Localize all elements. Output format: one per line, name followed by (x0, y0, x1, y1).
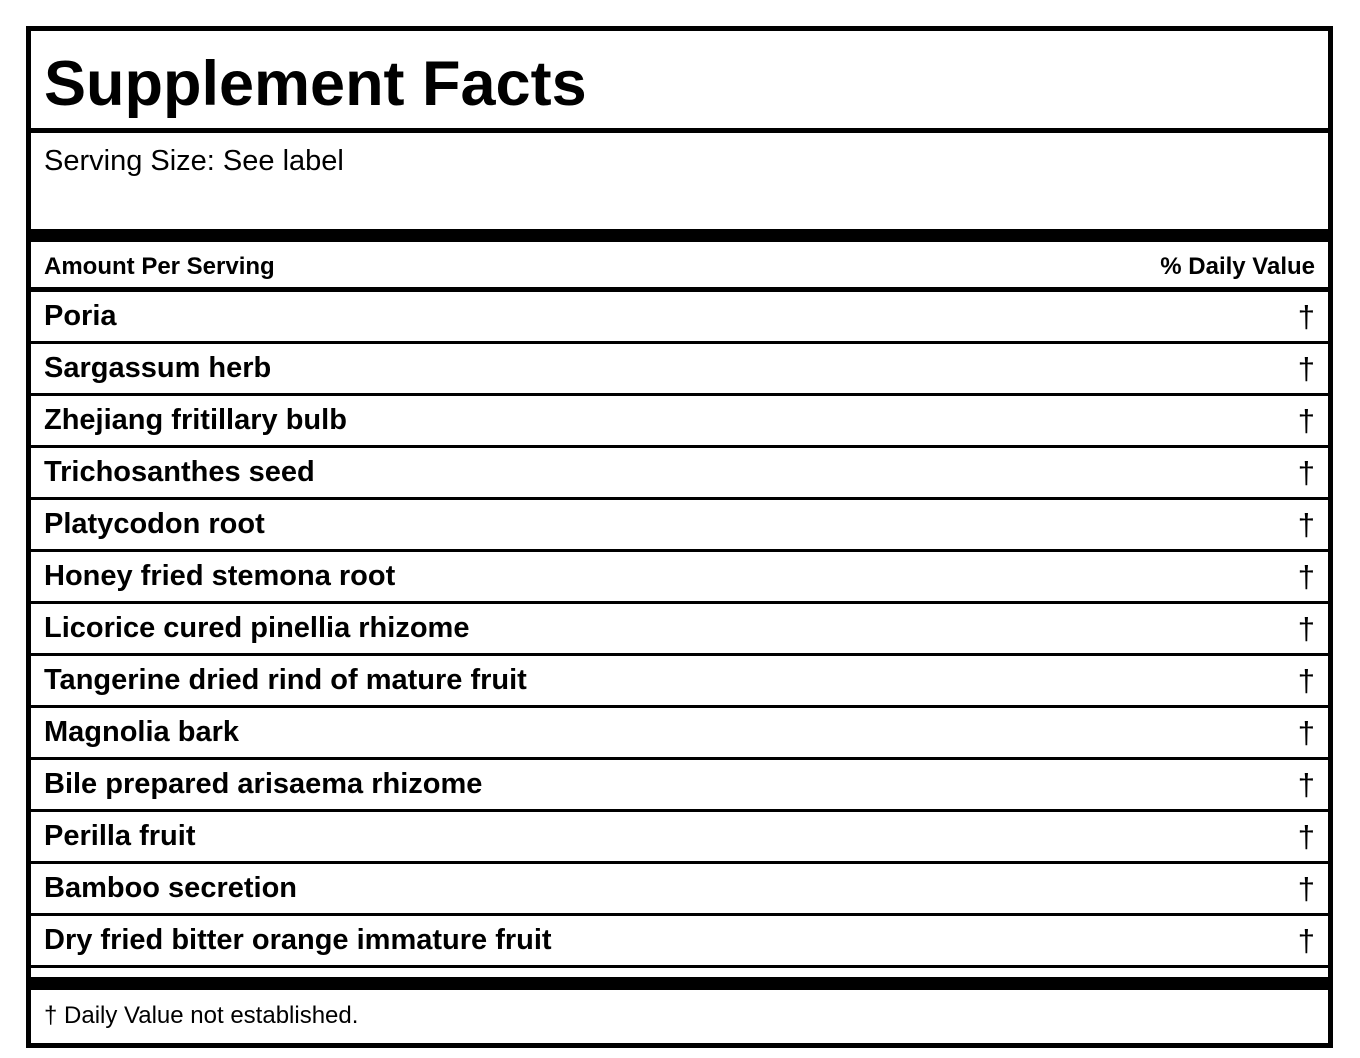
ingredient-list (31, 292, 1328, 968)
ingredient-name: Platycodon root (44, 508, 265, 540)
title-divider (31, 128, 1328, 133)
ingredient-row (31, 604, 1328, 656)
ingredient-row (31, 760, 1328, 812)
ingredient-daily-value: † (1297, 559, 1315, 594)
amount-per-serving-header: Amount Per Serving (44, 253, 275, 280)
thick-divider-top (31, 229, 1328, 242)
ingredient-name: Trichosanthes seed (44, 456, 315, 488)
ingredient-name: Sargassum herb (44, 352, 272, 384)
ingredient-row (31, 292, 1328, 344)
ingredient-name: Poria (44, 300, 117, 332)
ingredient-row (31, 916, 1328, 968)
ingredient-name: Tangerine dried rind of mature fruit (44, 664, 527, 696)
ingredient-row (31, 552, 1328, 604)
ingredient-name: Dry fried bitter orange immature fruit (44, 924, 552, 956)
column-header-row (31, 247, 1328, 287)
ingredient-name: Bile prepared arisaema rhizome (44, 768, 483, 800)
serving-size: Serving Size: See label (44, 145, 344, 177)
ingredient-name: Perilla fruit (44, 820, 196, 852)
ingredient-name: Bamboo secretion (44, 872, 297, 904)
ingredient-row (31, 708, 1328, 760)
ingredient-name: Licorice cured pinellia rhizome (44, 612, 470, 644)
ingredient-row (31, 448, 1328, 500)
ingredient-daily-value: † (1297, 923, 1315, 958)
ingredient-name: Honey fried stemona root (44, 560, 396, 592)
daily-value-header: % Daily Value (1160, 253, 1315, 280)
ingredient-daily-value: † (1297, 767, 1315, 802)
ingredient-daily-value: † (1297, 299, 1315, 334)
ingredient-name: Magnolia bark (44, 716, 239, 748)
ingredient-daily-value: † (1297, 611, 1315, 646)
ingredient-daily-value: † (1297, 663, 1315, 698)
ingredient-daily-value: † (1297, 819, 1315, 854)
ingredient-row (31, 656, 1328, 708)
ingredient-name: Zhejiang fritillary bulb (44, 404, 347, 436)
supplement-facts-panel (26, 26, 1333, 1048)
ingredient-daily-value: † (1297, 403, 1315, 438)
ingredient-row (31, 344, 1328, 396)
footnote: † Daily Value not established. (44, 1002, 359, 1029)
ingredient-row (31, 864, 1328, 916)
ingredient-daily-value: † (1297, 351, 1315, 386)
ingredient-daily-value: † (1297, 455, 1315, 490)
ingredient-daily-value: † (1297, 715, 1315, 750)
thick-divider-bottom (31, 977, 1328, 990)
ingredient-row (31, 500, 1328, 552)
ingredient-daily-value: † (1297, 507, 1315, 542)
ingredient-row (31, 812, 1328, 864)
ingredient-daily-value: † (1297, 871, 1315, 906)
ingredient-row (31, 396, 1328, 448)
panel-title: Supplement Facts (44, 49, 587, 119)
